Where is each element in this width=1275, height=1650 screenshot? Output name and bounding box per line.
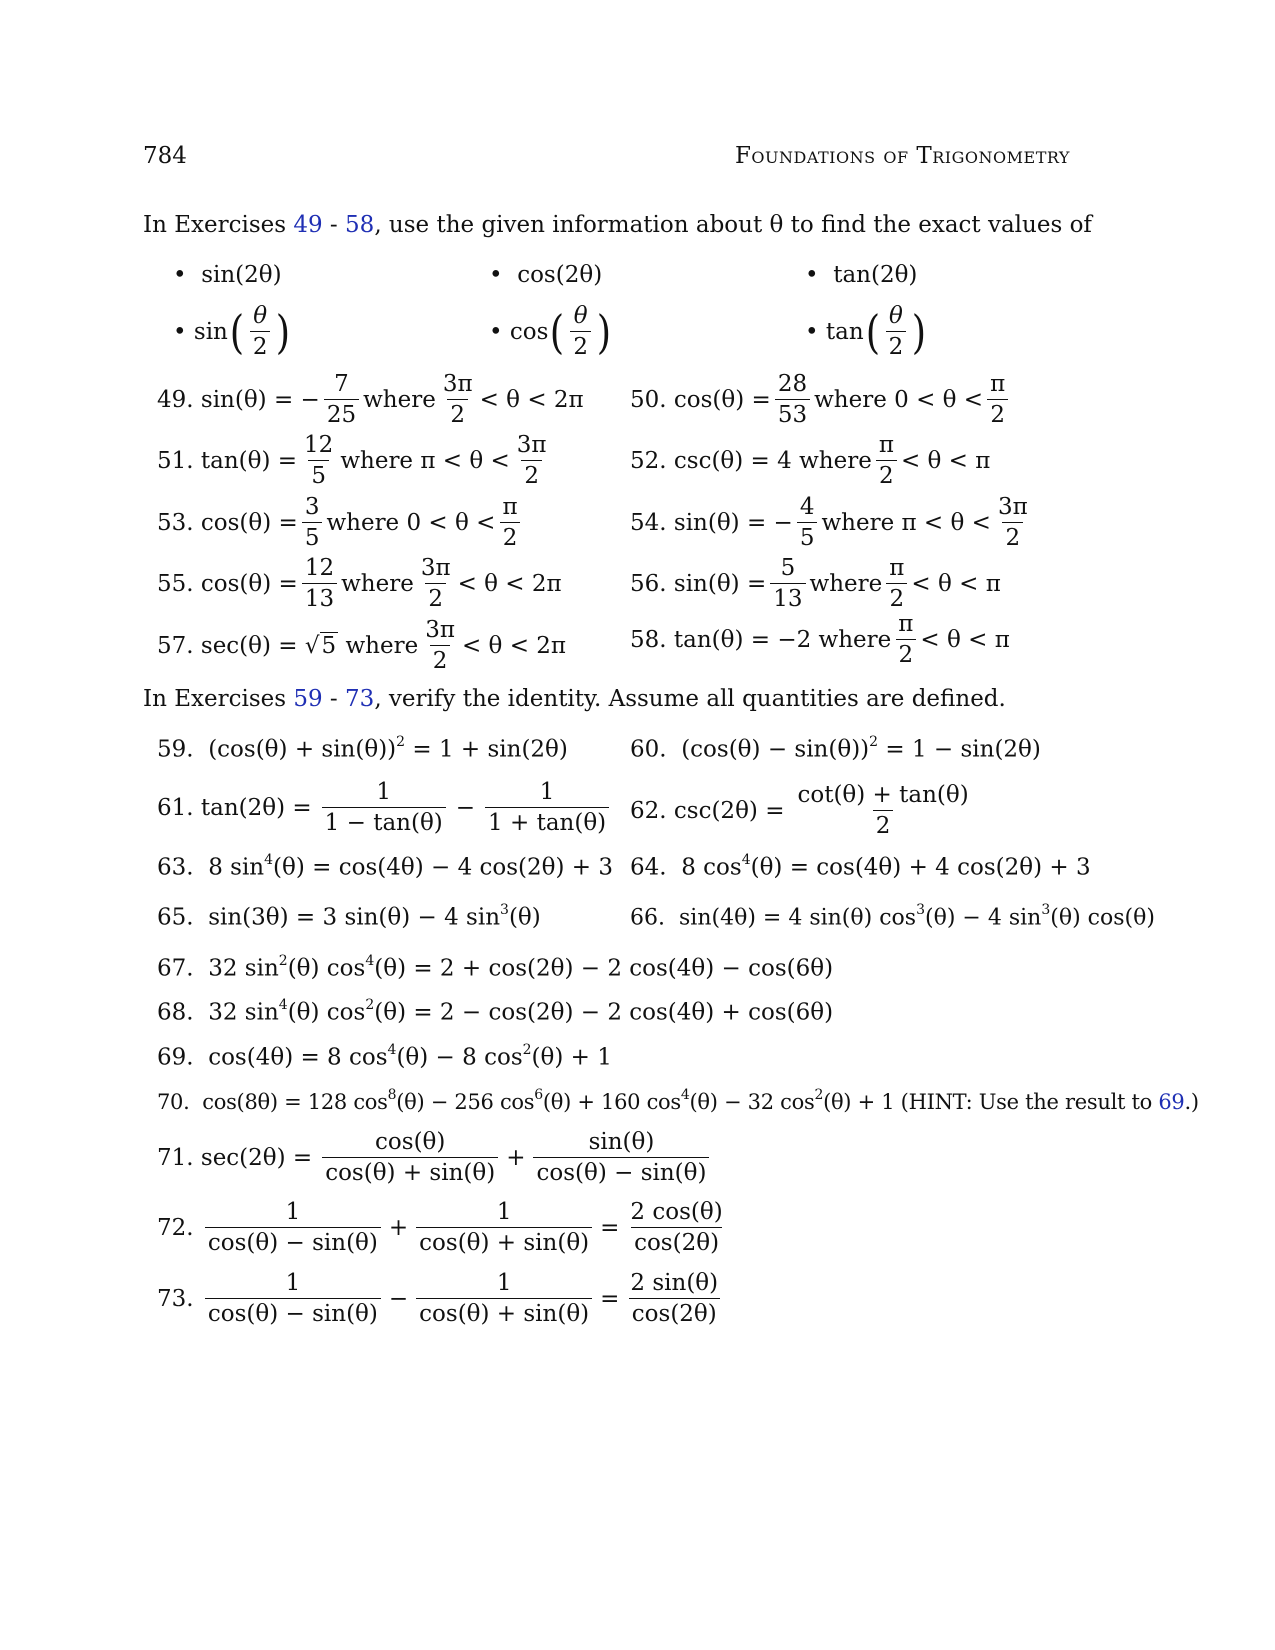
- equation-lhs: sin(θ) = −: [200, 386, 320, 413]
- expr: cos(4θ) = 8 cos: [208, 1044, 388, 1071]
- equals: =: [600, 1214, 620, 1241]
- exercise-51: [157, 432, 554, 490]
- func-name: cos: [509, 318, 549, 345]
- frac-num: 1: [285, 1199, 301, 1225]
- frac-num: π: [990, 371, 1006, 397]
- frac-den: 2: [987, 399, 1008, 428]
- intro-text: In Exercises: [143, 686, 294, 712]
- bullet-text: tan(2θ): [833, 262, 918, 288]
- equation-lhs: tan(θ) =: [200, 447, 298, 474]
- func-name: tan: [825, 318, 864, 345]
- expr: 32 sin: [208, 999, 279, 1026]
- exercise-number: 59.: [157, 736, 194, 763]
- exercise-link-59[interactable]: 59: [293, 686, 323, 712]
- exponent: 2: [396, 734, 406, 750]
- exercise-number: 60.: [630, 736, 667, 763]
- expr: (θ) − 32 cos: [689, 1090, 815, 1114]
- expr: = 1 − sin(2θ): [878, 736, 1041, 763]
- exercise-number: 65.: [157, 904, 194, 931]
- exponent: 4: [387, 1042, 397, 1058]
- exponent: 4: [365, 953, 375, 969]
- frac-den: 2: [447, 399, 468, 428]
- expr: (cos(θ) − sin(θ)): [681, 736, 870, 763]
- inequality-tail: < θ < π: [911, 570, 1001, 597]
- frac-den: 2: [425, 583, 446, 612]
- operator: −: [455, 794, 476, 821]
- expr: (θ): [508, 904, 541, 931]
- exercise-58: [630, 611, 1010, 669]
- expr: (θ) = cos(4θ) − 4 cos(2θ) + 3: [273, 854, 614, 881]
- frac-den: 2: [570, 331, 591, 360]
- exercise-number: 66.: [630, 905, 665, 931]
- bullet-sin-half: • sin ( $\frac{\theta}{2}$ ): [173, 303, 291, 361]
- frac-num: 4: [799, 494, 815, 520]
- intro-sep: -: [322, 686, 346, 712]
- where-text: where 0 < θ <: [814, 386, 984, 413]
- frac-den: cos(2θ): [629, 1298, 720, 1327]
- frac-num: 3π: [420, 555, 451, 581]
- frac-den: 2: [430, 645, 451, 674]
- expr: (θ) cos(θ): [1050, 905, 1155, 931]
- frac-den: 13: [302, 583, 337, 612]
- exercise-60: [630, 736, 1041, 763]
- exponent: 3: [916, 902, 925, 918]
- exponent: 4: [680, 1087, 690, 1103]
- exercise-53: [157, 494, 525, 552]
- where-text: where 0 < θ <: [326, 509, 496, 536]
- inequality-tail: < θ < 2π: [461, 632, 567, 659]
- frac-den: 2: [521, 460, 542, 489]
- sqrt-radicand: 5: [321, 633, 337, 660]
- frac-den: 1 − tan(θ): [322, 807, 446, 836]
- exponent: 2: [365, 997, 375, 1013]
- running-title: Foundations of Trigonometry: [734, 143, 1070, 169]
- exercise-56: [630, 555, 1001, 613]
- exercise-70: [157, 1089, 1199, 1114]
- exercise-59: [157, 736, 568, 763]
- exercise-number: 68.: [157, 999, 194, 1026]
- frac-num: 2 sin(θ): [630, 1270, 719, 1296]
- exercise-link-58[interactable]: 58: [345, 212, 375, 238]
- bullet-text: cos(2θ): [517, 262, 603, 288]
- expr: (θ) − 4 sin: [925, 905, 1042, 931]
- frac-den: 2: [886, 331, 907, 360]
- frac-num: 1: [496, 1270, 512, 1296]
- frac-den: 2: [876, 460, 897, 489]
- frac-den: cos(2θ): [631, 1227, 722, 1256]
- exponent: 8: [387, 1087, 397, 1103]
- exercise-63: [157, 854, 613, 881]
- bullet-text: sin(2θ): [201, 262, 282, 288]
- frac-den: cos(θ) − sin(θ): [205, 1227, 381, 1256]
- exercise-71: [157, 1129, 713, 1187]
- exercise-52: [630, 432, 990, 490]
- frac-den: cos(θ) + sin(θ): [416, 1227, 592, 1256]
- where-text: where: [809, 570, 883, 597]
- exercise-number: 58.: [630, 626, 667, 653]
- expr: (θ) cos: [287, 955, 366, 982]
- frac-den: 5: [308, 460, 329, 489]
- frac-num: 3π: [425, 617, 455, 643]
- exercise-number: 63.: [157, 854, 194, 881]
- frac-den: 2: [250, 331, 271, 360]
- frac-num: π: [502, 494, 518, 520]
- exercise-73: [157, 1270, 725, 1328]
- exponent: 3: [500, 902, 509, 918]
- exercise-number: 67.: [157, 955, 194, 982]
- exercise-69: [157, 1044, 612, 1071]
- exercise-62: [630, 782, 976, 840]
- bullet-cos-2theta: • cos(2θ): [489, 262, 603, 288]
- hint-text: (θ) + 1 (HINT: Use the result to: [823, 1090, 1159, 1114]
- frac-num: 12: [304, 432, 334, 458]
- frac-den: cos(θ) + sin(θ): [416, 1298, 592, 1327]
- equals: =: [600, 1285, 620, 1312]
- exercise-link-69[interactable]: 69: [1158, 1090, 1185, 1114]
- expr: (θ) = 2 − cos(2θ) − 2 cos(4θ) + cos(6θ): [374, 999, 834, 1026]
- equation-lhs: cos(θ) =: [200, 509, 298, 536]
- exercise-link-49[interactable]: 49: [293, 212, 323, 238]
- exercise-61: [157, 779, 613, 837]
- expr: (θ) − 256 cos: [396, 1090, 535, 1114]
- frac-num: 3π: [516, 432, 547, 458]
- intro-49-58: [143, 212, 1092, 238]
- expr: (θ) = 2 + cos(2θ) − 2 cos(4θ) − cos(6θ): [374, 955, 834, 982]
- exercise-number: 56.: [630, 570, 667, 597]
- exercise-number: 72.: [157, 1214, 194, 1241]
- frac-num: θ: [253, 303, 268, 329]
- equation-lhs: csc(2θ) =: [673, 797, 785, 824]
- exercise-number: 69.: [157, 1044, 194, 1071]
- exercise-number: 64.: [630, 854, 667, 881]
- hint-end: .): [1184, 1090, 1199, 1114]
- frac-num: sin(θ): [588, 1129, 655, 1155]
- exponent: 2: [814, 1087, 824, 1103]
- expr: cos(8θ) = 128 cos: [202, 1090, 388, 1114]
- exercise-68: [157, 999, 833, 1026]
- frac-num: 3π: [442, 371, 473, 397]
- bullet-sin-2theta: • sin(2θ): [173, 262, 282, 288]
- exercise-49: [157, 371, 584, 429]
- frac-den: 5: [797, 522, 818, 551]
- exercise-57: 57. sec(θ) = √ 5 where $\frac{3\pi}{2}$ < θ < 2π: [157, 617, 567, 675]
- exponent: 4: [264, 852, 274, 868]
- equation-lhs: tan(2θ) =: [200, 794, 312, 821]
- frac-num: 2 cos(θ): [630, 1199, 723, 1225]
- exercise-number: 71.: [157, 1144, 194, 1171]
- equation-lhs: cos(θ) =: [673, 386, 771, 413]
- exponent: 4: [278, 997, 288, 1013]
- func-name: sin: [193, 318, 228, 345]
- frac-den: cos(θ) + sin(θ): [322, 1157, 498, 1186]
- expr: (θ) − 8 cos: [396, 1044, 523, 1071]
- bullet-cos-half: • cos ( $\frac{\theta}{2}$ ): [489, 303, 612, 361]
- frac-den: 53: [775, 399, 810, 428]
- exercise-54: [630, 494, 1035, 552]
- exercise-65: [157, 904, 541, 931]
- frac-den: 5: [302, 522, 323, 551]
- expr: (θ) cos: [287, 999, 366, 1026]
- where-text: where π < θ <: [340, 447, 510, 474]
- frac-num: 12: [304, 555, 335, 581]
- frac-num: 1: [539, 779, 555, 805]
- equation-lhs: cos(θ) =: [200, 570, 298, 597]
- frac-num: 1: [496, 1199, 512, 1225]
- bullet-tan-half: • tan ( $\frac{\theta}{2}$ ): [805, 303, 927, 361]
- exponent: 2: [522, 1042, 532, 1058]
- frac-num: π: [878, 432, 894, 458]
- frac-num: 7: [334, 371, 349, 397]
- exponent: 6: [534, 1087, 543, 1103]
- exercise-number: 49.: [157, 386, 194, 413]
- frac-den: cos(θ) − sin(θ): [205, 1298, 381, 1327]
- exponent: 4: [741, 852, 751, 868]
- expr: (θ) = cos(4θ) + 4 cos(2θ) + 3: [750, 854, 1091, 881]
- exercise-number: 73.: [157, 1285, 194, 1312]
- intro-59-73: [143, 686, 1006, 712]
- equation-lhs: tan(θ) = −2 where: [673, 626, 892, 653]
- intro-sep: -: [322, 212, 346, 238]
- equation-lhs: sin(θ) = −: [673, 509, 793, 536]
- frac-num: 5: [780, 555, 796, 581]
- exercise-72: [157, 1199, 730, 1257]
- operator: +: [506, 1144, 526, 1171]
- frac-num: cot(θ) + tan(θ): [797, 782, 969, 808]
- operator: −: [388, 1285, 409, 1312]
- intro-suffix: , use the given information about θ to find the exact values of: [374, 212, 1092, 238]
- expr: 8 sin: [208, 854, 265, 881]
- exercise-link-73[interactable]: 73: [345, 686, 375, 712]
- equation-lhs: sin(θ) =: [673, 570, 767, 597]
- exercise-number: 51.: [157, 447, 194, 474]
- expr: sin(4θ) = 4 sin(θ) cos: [679, 905, 917, 931]
- exponent: 2: [278, 953, 288, 969]
- frac-den: 13: [770, 583, 805, 612]
- frac-num: θ: [573, 303, 588, 329]
- exercise-number: 62.: [630, 797, 667, 824]
- frac-num: 3π: [997, 494, 1028, 520]
- inequality-tail: < θ < π: [920, 626, 1010, 653]
- expr: (θ) + 160 cos: [542, 1090, 681, 1114]
- exercise-66: [630, 904, 1155, 930]
- frac-den: 2: [500, 522, 521, 551]
- exercise-number: 70.: [157, 1090, 190, 1114]
- exercise-number: 50.: [630, 386, 667, 413]
- bullet-tan-2theta: • tan(2θ): [805, 262, 918, 288]
- frac-den: 2: [896, 639, 917, 668]
- equation-lhs: csc(θ) = 4 where: [673, 447, 872, 474]
- frac-num: cos(θ): [375, 1129, 446, 1155]
- frac-num: 28: [777, 371, 808, 397]
- operator: +: [388, 1214, 409, 1241]
- frac-den: cos(θ) − sin(θ): [533, 1157, 709, 1186]
- exponent: 3: [1041, 902, 1051, 918]
- frac-num: 3: [304, 494, 320, 520]
- where-text: where: [341, 570, 414, 597]
- intro-text: In Exercises: [143, 212, 294, 238]
- frac-den: 1 + tan(θ): [485, 807, 609, 836]
- where-text: where: [345, 632, 419, 659]
- exercise-55: [157, 555, 562, 613]
- exercise-number: 57.: [157, 632, 194, 659]
- equation-lhs: sec(2θ) =: [200, 1144, 313, 1171]
- exercise-number: 55.: [157, 570, 194, 597]
- expr: 8 cos: [681, 854, 742, 881]
- inequality-tail: < θ < 2π: [457, 570, 562, 597]
- page-number: 784: [143, 143, 187, 169]
- exercise-67: [157, 955, 833, 982]
- frac-den: 2: [873, 810, 894, 839]
- exercise-number: 61.: [157, 794, 194, 821]
- expr: = 1 + sin(2θ): [405, 736, 568, 763]
- frac-den: 25: [324, 399, 359, 428]
- frac-num: π: [889, 555, 905, 581]
- exercise-number: 52.: [630, 447, 667, 474]
- expr: (θ) + 1: [531, 1044, 612, 1071]
- expr: (cos(θ) + sin(θ)): [208, 736, 397, 763]
- exercise-number: 53.: [157, 509, 194, 536]
- expr: 32 sin: [208, 955, 279, 982]
- equation-lhs: sec(θ) =: [200, 632, 298, 659]
- exercise-number: 54.: [630, 509, 667, 536]
- exponent: 2: [869, 734, 879, 750]
- frac-den: 2: [886, 583, 907, 612]
- where-text: where: [363, 386, 436, 413]
- frac-num: 1: [376, 779, 392, 805]
- exercise-64: [630, 854, 1091, 881]
- expr: sin(3θ) = 3 sin(θ) − 4 sin: [208, 904, 501, 931]
- frac-num: θ: [889, 303, 903, 329]
- inequality-tail: < θ < π: [900, 447, 991, 474]
- exercise-50: [630, 371, 1012, 429]
- frac-num: 1: [285, 1270, 301, 1296]
- where-text: where π < θ <: [821, 509, 991, 536]
- frac-den: 2: [1002, 522, 1023, 551]
- inequality-tail: < θ < 2π: [479, 386, 584, 413]
- intro-suffix: , verify the identity. Assume all quantities are defined.: [374, 686, 1006, 712]
- frac-num: π: [898, 611, 914, 637]
